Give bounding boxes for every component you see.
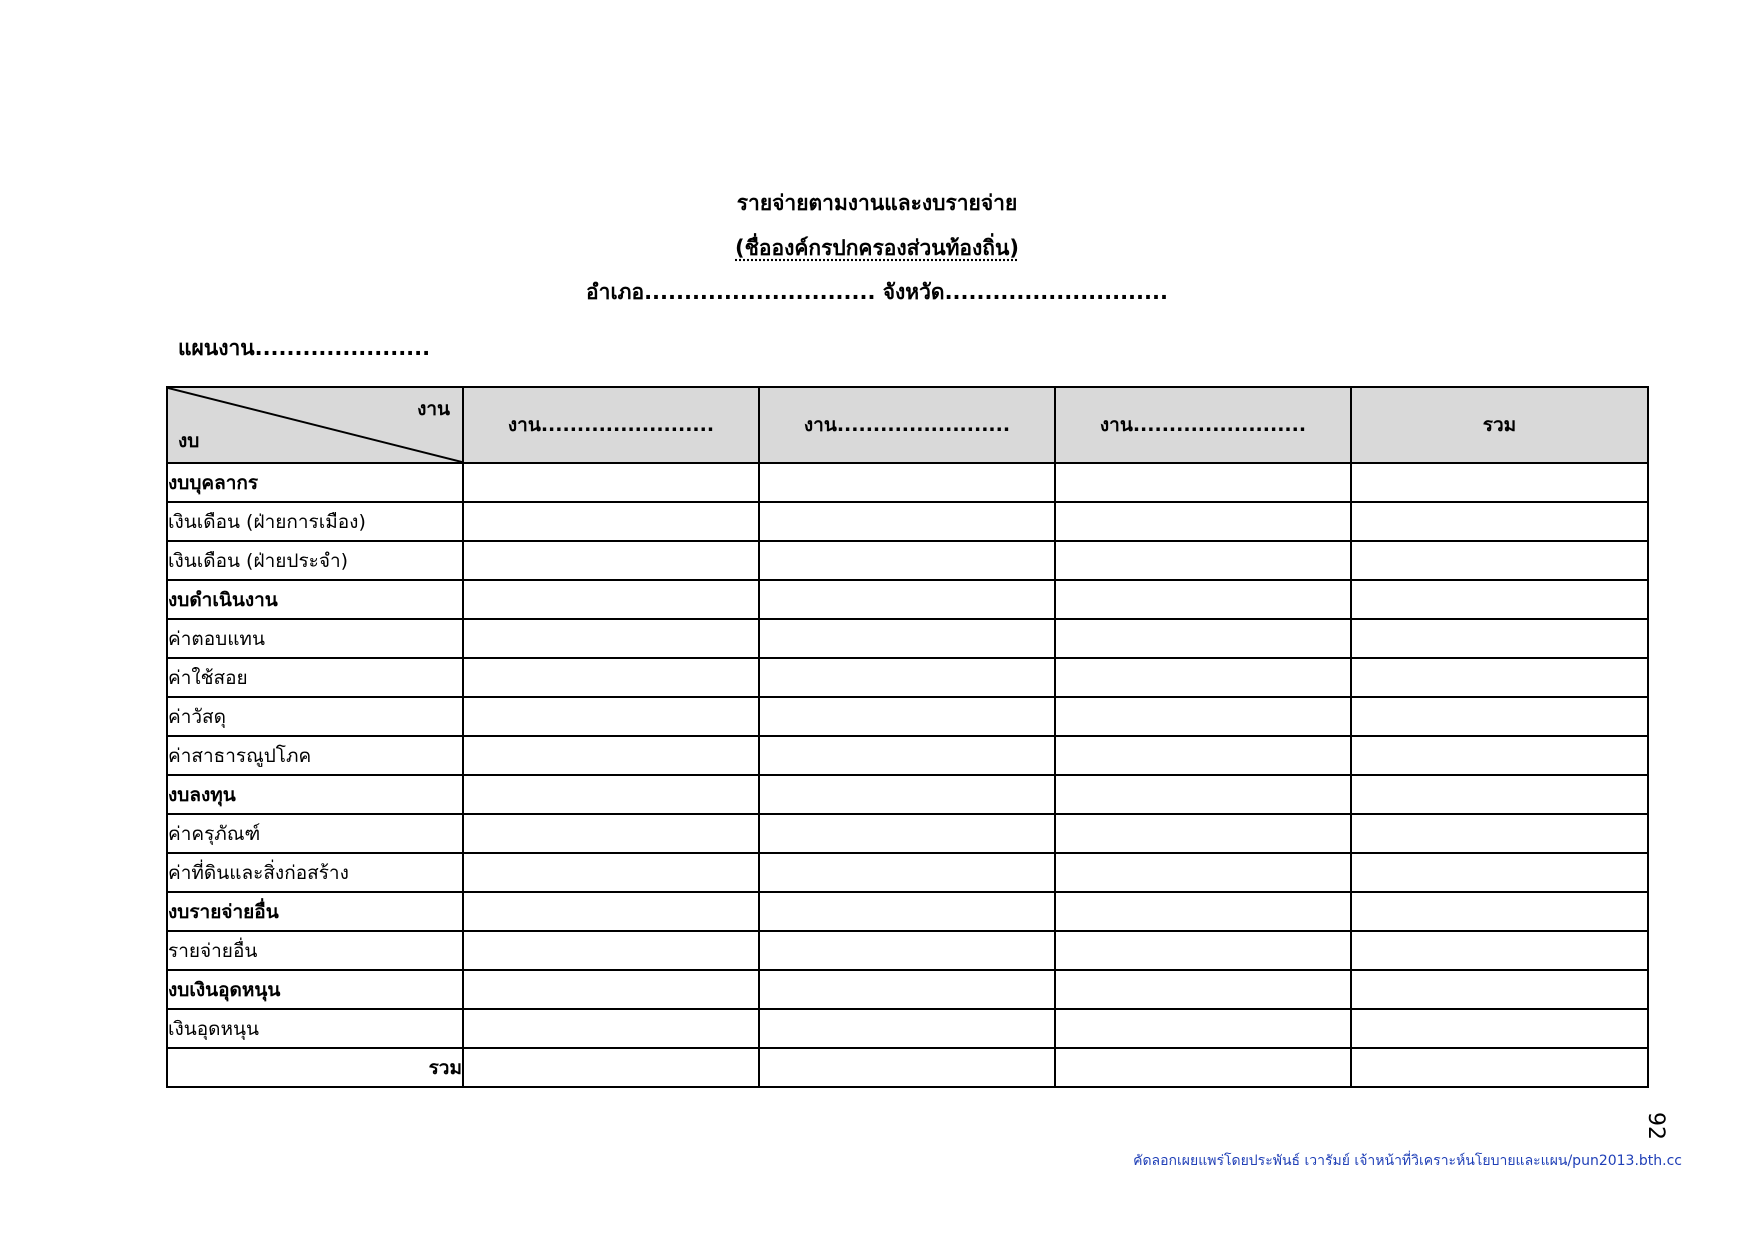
total-label: รวม bbox=[167, 1048, 463, 1087]
value-cell bbox=[759, 658, 1055, 697]
corner-work-label: งาน bbox=[417, 398, 450, 420]
value-cell bbox=[463, 814, 759, 853]
corner-cell bbox=[167, 387, 463, 463]
credit-line: คัดลอกเผยแพร่โดยประพันธ์ เวารัมย์ เจ้าหน้าที่วิเคราะห์นโยบายและแผน/pun2013.bth.cc bbox=[1133, 1153, 1682, 1169]
value-cell bbox=[1055, 697, 1351, 736]
budget-item-label: รายจ่ายอื่น bbox=[167, 931, 463, 970]
value-cell bbox=[1351, 658, 1648, 697]
table-row bbox=[167, 502, 1648, 541]
table-row bbox=[167, 697, 1648, 736]
value-cell bbox=[1351, 502, 1648, 541]
value-cell bbox=[1055, 463, 1351, 502]
expense-table bbox=[166, 386, 1649, 1088]
table-row bbox=[167, 541, 1648, 580]
table-row bbox=[167, 775, 1648, 814]
document-title: รายจ่ายตามงานและงบรายจ่าย bbox=[736, 191, 1018, 215]
value-cell bbox=[1351, 541, 1648, 580]
value-cell bbox=[1055, 580, 1351, 619]
value-cell bbox=[1055, 619, 1351, 658]
corner-budget-label: งบ bbox=[178, 430, 200, 452]
column-header: งาน........................ bbox=[463, 387, 759, 463]
column-header: งาน........................ bbox=[1055, 387, 1351, 463]
value-cell bbox=[1351, 931, 1648, 970]
value-cell bbox=[463, 736, 759, 775]
value-cell bbox=[759, 502, 1055, 541]
value-cell bbox=[759, 580, 1055, 619]
value-cell bbox=[1351, 775, 1648, 814]
value-cell bbox=[1055, 814, 1351, 853]
value-cell bbox=[759, 814, 1055, 853]
table-row bbox=[167, 1009, 1648, 1048]
page-number: 92 bbox=[1643, 1112, 1668, 1140]
value-cell bbox=[1351, 814, 1648, 853]
budget-group-label: งบดำเนินงาน bbox=[167, 580, 463, 619]
value-cell bbox=[1351, 892, 1648, 931]
value-cell bbox=[759, 619, 1055, 658]
table-row bbox=[167, 658, 1648, 697]
plan-label: แผนงาน...................... bbox=[178, 336, 431, 360]
value-cell bbox=[759, 931, 1055, 970]
table-row bbox=[167, 580, 1648, 619]
budget-group-label: งบเงินอุดหนุน bbox=[167, 970, 463, 1009]
budget-item-label: ค่าใช้สอย bbox=[167, 658, 463, 697]
value-cell bbox=[1351, 619, 1648, 658]
column-header: งาน........................ bbox=[759, 387, 1055, 463]
table-row bbox=[167, 736, 1648, 775]
value-cell bbox=[1351, 970, 1648, 1009]
value-cell bbox=[1055, 658, 1351, 697]
value-cell bbox=[1351, 1048, 1648, 1087]
value-cell bbox=[759, 892, 1055, 931]
column-header-total: รวม bbox=[1351, 387, 1648, 463]
value-cell bbox=[463, 463, 759, 502]
value-cell bbox=[1351, 853, 1648, 892]
value-cell bbox=[759, 697, 1055, 736]
location-line: อำเภอ............................. จังหวัด............................ bbox=[586, 280, 1168, 304]
budget-item-label: ค่าที่ดินและสิ่งก่อสร้าง bbox=[167, 853, 463, 892]
value-cell bbox=[463, 1048, 759, 1087]
value-cell bbox=[1351, 697, 1648, 736]
value-cell bbox=[1351, 736, 1648, 775]
table-header-row bbox=[167, 387, 1648, 463]
budget-group-label: งบลงทุน bbox=[167, 775, 463, 814]
value-cell bbox=[1055, 541, 1351, 580]
value-cell bbox=[463, 853, 759, 892]
budget-item-label: ค่าวัสดุ bbox=[167, 697, 463, 736]
budget-group-label: งบบุคลากร bbox=[167, 463, 463, 502]
value-cell bbox=[463, 619, 759, 658]
value-cell bbox=[759, 853, 1055, 892]
organization-name: (ชื่อองค์กรปกครองส่วนท้องถิ่น) bbox=[735, 236, 1019, 260]
budget-item-label: เงินอุดหนุน bbox=[167, 1009, 463, 1048]
table-row bbox=[167, 1048, 1648, 1087]
table-row bbox=[167, 931, 1648, 970]
value-cell bbox=[463, 502, 759, 541]
table-row bbox=[167, 970, 1648, 1009]
value-cell bbox=[463, 697, 759, 736]
budget-item-label: ค่าครุภัณฑ์ bbox=[167, 814, 463, 853]
value-cell bbox=[759, 541, 1055, 580]
budget-item-label: ค่าสาธารณูปโภค bbox=[167, 736, 463, 775]
value-cell bbox=[463, 775, 759, 814]
value-cell bbox=[1055, 1048, 1351, 1087]
value-cell bbox=[463, 541, 759, 580]
table-row bbox=[167, 463, 1648, 502]
table-row bbox=[167, 814, 1648, 853]
value-cell bbox=[463, 970, 759, 1009]
value-cell bbox=[759, 463, 1055, 502]
value-cell bbox=[1351, 580, 1648, 619]
value-cell bbox=[463, 892, 759, 931]
value-cell bbox=[1055, 736, 1351, 775]
value-cell bbox=[1055, 892, 1351, 931]
value-cell bbox=[1351, 1009, 1648, 1048]
value-cell bbox=[759, 775, 1055, 814]
value-cell bbox=[759, 736, 1055, 775]
budget-item-label: เงินเดือน (ฝ่ายประจำ) bbox=[167, 541, 463, 580]
table-row bbox=[167, 619, 1648, 658]
value-cell bbox=[463, 1009, 759, 1048]
value-cell bbox=[759, 1048, 1055, 1087]
value-cell bbox=[1055, 970, 1351, 1009]
value-cell bbox=[463, 658, 759, 697]
value-cell bbox=[759, 1009, 1055, 1048]
value-cell bbox=[1055, 775, 1351, 814]
value-cell bbox=[1351, 463, 1648, 502]
value-cell bbox=[1055, 502, 1351, 541]
value-cell bbox=[463, 580, 759, 619]
table-row bbox=[167, 853, 1648, 892]
value-cell bbox=[1055, 1009, 1351, 1048]
budget-item-label: เงินเดือน (ฝ่ายการเมือง) bbox=[167, 502, 463, 541]
value-cell bbox=[1055, 853, 1351, 892]
value-cell bbox=[1055, 931, 1351, 970]
budget-item-label: ค่าตอบแทน bbox=[167, 619, 463, 658]
value-cell bbox=[463, 931, 759, 970]
value-cell bbox=[759, 970, 1055, 1009]
budget-group-label: งบรายจ่ายอื่น bbox=[167, 892, 463, 931]
table-row bbox=[167, 892, 1648, 931]
